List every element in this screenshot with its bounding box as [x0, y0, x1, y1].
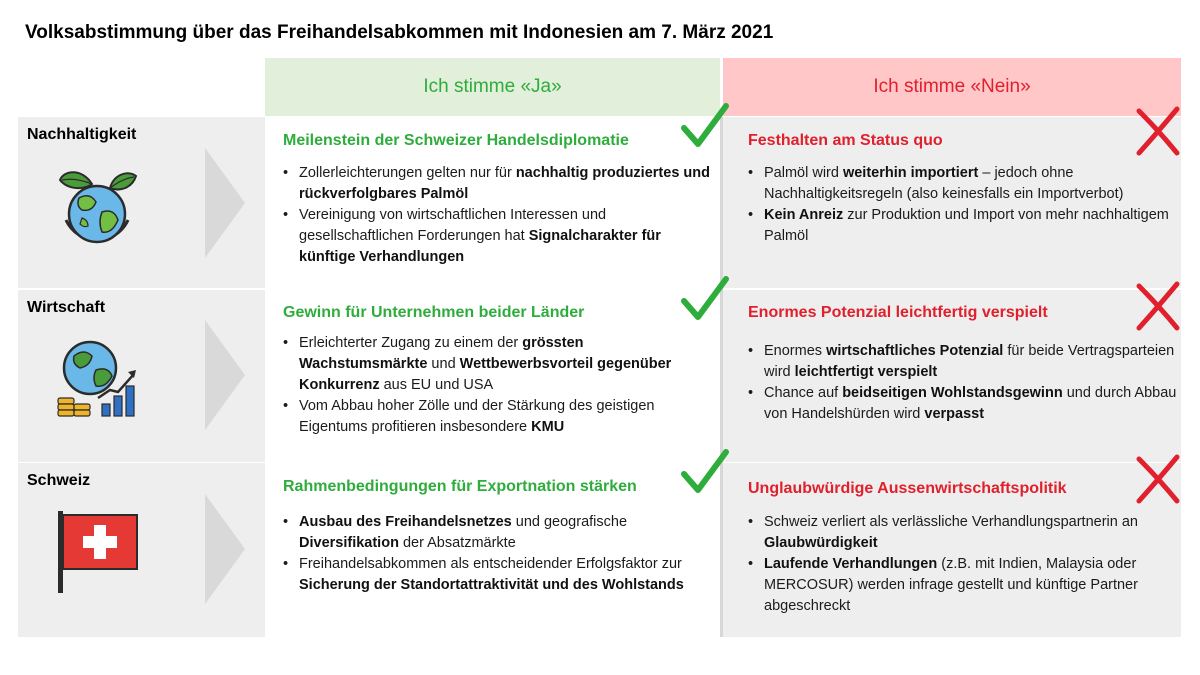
bullet-bold-text: KMU — [531, 419, 565, 435]
swiss-flag-icon — [52, 505, 142, 595]
red-cross-icon — [1133, 453, 1183, 505]
bullet-item — [748, 163, 1178, 205]
bullet-text: Enormes — [764, 343, 827, 359]
row-label-schweiz: Schweiz — [27, 472, 91, 489]
bullet-text: Chance auf — [764, 385, 843, 401]
no-column-header: Ich stimme «Nein» — [723, 58, 1181, 116]
no-bullets-wirtschaft — [748, 341, 1178, 425]
bullet-text: der Absatzmärkte — [398, 535, 516, 551]
bullet-item — [283, 163, 713, 205]
bullet-text: Schweiz verliert als verlässliche Verhandlungspartnerin an — [764, 514, 1138, 530]
bullet-bold-text: Wettbewerbsvorteil gegenüber Konkurrenz — [299, 356, 672, 393]
globe-with-leaves-icon — [52, 162, 142, 252]
bullet-bold-text: nachhaltig produziertes und rückverfolgbares Palmöl — [299, 165, 710, 202]
row-label-nachhaltigkeit: Nachhaltigkeit — [27, 126, 137, 143]
bullet-bold-text: Kein Anreiz — [764, 207, 844, 223]
yes-title-wirtschaft: Gewinn für Unternehmen beider Länder — [283, 304, 585, 321]
bullet-text: Vom Abbau hoher Zölle und der Stärkung des geistigen Eigentums profitieren insbesondere — [299, 398, 655, 435]
bullet-item — [748, 512, 1178, 554]
bullet-item — [748, 554, 1178, 617]
chevron-right-icon — [205, 494, 245, 604]
page-title: Volksabstimmung über das Freihandelsabkommen mit Indonesien am 7. März 2021 — [25, 22, 774, 43]
no-bullets-nachhaltigkeit — [748, 163, 1178, 247]
no-bullets-schweiz — [748, 512, 1178, 617]
bullet-text: Zollerleichterungen gelten nur für — [299, 165, 516, 181]
green-checkmark-icon — [680, 446, 730, 498]
bullet-bold-text: verpasst — [924, 406, 985, 422]
row-label-wirtschaft: Wirtschaft — [27, 299, 106, 316]
yes-bullets-schweiz — [283, 512, 713, 596]
bullet-bold-text: Ausbau des Freihandelsnetzes — [299, 514, 512, 530]
bullet-text: zur Produktion und Import von mehr nachhaltigem Palmöl — [764, 207, 1169, 244]
bullet-item — [283, 396, 713, 438]
yes-bullets-nachhaltigkeit — [283, 163, 713, 268]
bullet-bold-text: Laufende Verhandlungen — [764, 556, 938, 572]
bullet-text: und durch Abbau von Handelshürden wird — [764, 385, 1177, 422]
bullet-text: Palmöl wird — [764, 165, 843, 181]
bullet-item — [283, 333, 713, 396]
bullet-item — [283, 512, 713, 554]
bullet-item — [748, 205, 1178, 247]
bullet-item — [283, 554, 713, 596]
bullet-bold-text: grössten Wachstumsmärkte — [299, 335, 584, 372]
bullet-bold-text: weiterhin importiert — [842, 165, 979, 181]
bullet-bold-text: Sicherung der Standortattraktivität und des Wohlstands — [299, 577, 684, 593]
red-cross-icon — [1133, 280, 1183, 332]
bullet-text: für beide Vertragsparteien wird — [764, 343, 1175, 380]
column-divider — [720, 117, 723, 637]
bullet-item — [748, 341, 1178, 383]
bullet-item — [283, 205, 713, 268]
bullet-bold-text: beidseitigen Wohlstandsgewinn — [842, 385, 1063, 401]
yes-title-nachhaltigkeit: Meilenstein der Schweizer Handelsdiplomatie — [283, 132, 629, 149]
no-title-wirtschaft: Enormes Potenzial leichtfertig verspielt — [748, 304, 1048, 321]
bullet-text: Erleichterter Zugang zu einem der — [299, 335, 523, 351]
bullet-text: aus EU und USA — [379, 377, 494, 393]
bullet-bold-text: wirtschaftliches Potenzial — [826, 343, 1004, 359]
bullet-bold-text: Signalcharakter für künftige Verhandlungen — [299, 228, 661, 265]
no-title-schweiz: Unglaubwürdige Aussenwirtschaftspolitik — [748, 480, 1067, 497]
chevron-right-icon — [205, 320, 245, 430]
green-checkmark-icon — [680, 273, 730, 325]
red-cross-icon — [1133, 105, 1183, 157]
globe-growth-chart-icon — [52, 334, 142, 424]
yes-column-header: Ich stimme «Ja» — [265, 58, 720, 116]
bullet-bold-text: Diversifikation — [299, 535, 399, 551]
bullet-text: Freihandelsabkommen als entscheidender Erfolgsfaktor zur — [299, 556, 682, 572]
yes-bullets-wirtschaft — [283, 333, 713, 438]
chevron-right-icon — [205, 148, 245, 258]
yes-title-schweiz: Rahmenbedingungen für Exportnation stärken — [283, 478, 637, 495]
green-checkmark-icon — [680, 100, 730, 152]
bullet-item — [748, 383, 1178, 425]
bullet-bold-text: Glaubwürdigkeit — [764, 535, 878, 551]
bullet-text: und — [427, 356, 460, 372]
bullet-text: und geografische — [511, 514, 628, 530]
bullet-bold-text: leichtfertigt verspielt — [794, 364, 938, 380]
bullet-text: Vereinigung von wirtschaftlichen Interessen und gesellschaftlichen Forderungen hat — [299, 207, 607, 244]
bullet-text: – jedoch ohne Nachhaltigkeitsregeln (also keinesfalls ein Importverbot) — [764, 165, 1124, 202]
bullet-text: (z.B. mit Indien, Malaysia oder MERCOSUR) werden infrage gestellt und künftige Partner abgeschreckt — [764, 556, 1138, 614]
no-title-nachhaltigkeit: Festhalten am Status quo — [748, 132, 943, 149]
